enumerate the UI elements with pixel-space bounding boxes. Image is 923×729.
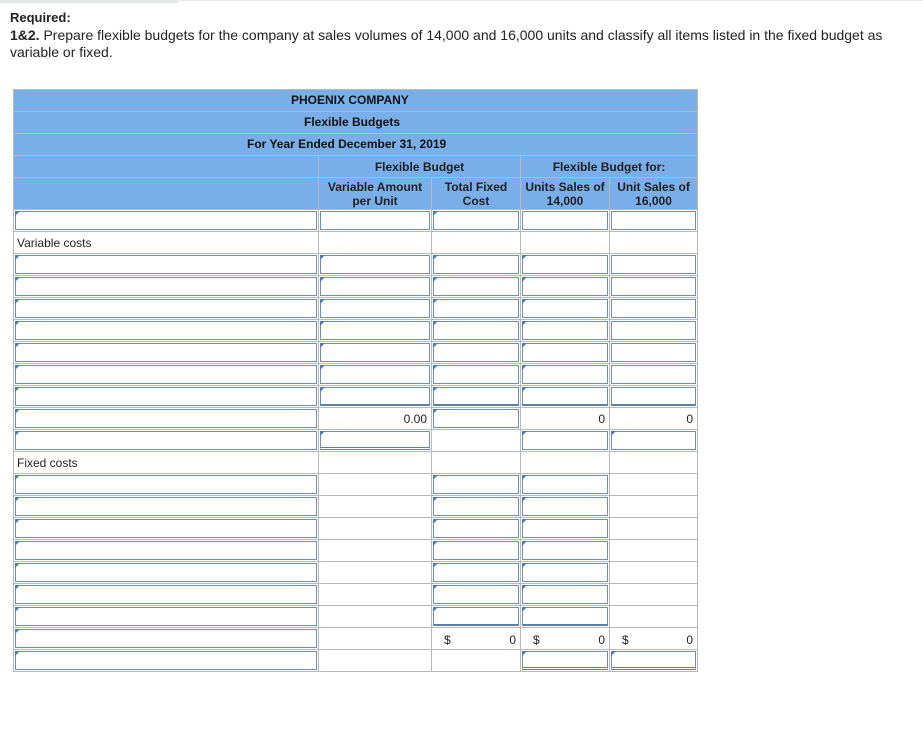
dropdown-marker-icon bbox=[15, 629, 20, 634]
row-label-select[interactable] bbox=[15, 211, 317, 230]
units-14000-input[interactable] bbox=[522, 255, 608, 274]
fixed-total-16000-cell bbox=[610, 628, 698, 650]
dropdown-marker-icon bbox=[522, 387, 527, 392]
col-units-14000: Units Sales of 14,000 bbox=[521, 178, 610, 210]
company-name-row bbox=[14, 90, 698, 112]
variable-per-unit-input[interactable] bbox=[320, 277, 430, 296]
units-14000-input[interactable] bbox=[522, 475, 608, 494]
total-label-select[interactable] bbox=[15, 629, 317, 648]
variable-total-per-unit: 0.00 bbox=[319, 408, 432, 430]
dropdown-marker-icon bbox=[320, 321, 325, 326]
dropdown-marker-icon bbox=[15, 563, 20, 568]
dropdown-marker-icon bbox=[522, 343, 527, 348]
dropdown-marker-icon bbox=[522, 365, 527, 370]
units-14000-input[interactable] bbox=[522, 365, 608, 384]
units-14000-input[interactable] bbox=[522, 563, 608, 582]
dropdown-marker-icon bbox=[522, 563, 527, 568]
fixed-total-fixed-cell bbox=[432, 628, 521, 650]
variable-cost-row bbox=[14, 364, 698, 386]
dropdown-marker-icon bbox=[433, 409, 438, 414]
variable-per-unit-input[interactable] bbox=[320, 299, 430, 318]
required-heading: Required: bbox=[10, 10, 71, 25]
col-total-fixed: Total Fixed Cost bbox=[432, 178, 521, 210]
fixed-cost-input[interactable] bbox=[433, 255, 519, 274]
dropdown-marker-icon bbox=[522, 277, 527, 282]
fixed-cost-input[interactable] bbox=[433, 585, 519, 604]
dropdown-marker-icon bbox=[433, 321, 438, 326]
fixed-cost-input[interactable] bbox=[433, 475, 519, 494]
variable-cost-row bbox=[14, 276, 698, 298]
dropdown-marker-icon bbox=[320, 255, 325, 260]
dollar-sign: $ bbox=[444, 633, 451, 647]
dropdown-marker-icon bbox=[611, 431, 616, 436]
subtitle-row bbox=[14, 112, 698, 134]
dropdown-marker-icon bbox=[433, 299, 438, 304]
variable-cost-row bbox=[14, 342, 698, 364]
dollar-sign: $ bbox=[622, 633, 629, 647]
row-label-select[interactable] bbox=[15, 651, 317, 670]
units-16000-input[interactable] bbox=[611, 277, 696, 296]
dropdown-marker-icon bbox=[433, 365, 438, 370]
fixed-cost-input[interactable] bbox=[433, 299, 519, 318]
top-tab-accent bbox=[0, 0, 178, 3]
dropdown-marker-icon bbox=[15, 387, 20, 392]
dropdown-marker-icon bbox=[15, 497, 20, 502]
fixed-cost-input[interactable] bbox=[433, 387, 519, 406]
fixed-cost-input[interactable] bbox=[433, 519, 519, 538]
dropdown-marker-icon bbox=[522, 497, 527, 502]
cost-item-select[interactable] bbox=[15, 255, 317, 274]
variable-total-14000: 0 bbox=[521, 408, 610, 430]
amount-input[interactable] bbox=[611, 211, 696, 230]
budget-subtitle: Flexible Budgets bbox=[304, 115, 401, 129]
dropdown-marker-icon bbox=[522, 475, 527, 480]
instructions-text bbox=[10, 27, 915, 61]
dropdown-marker-icon bbox=[15, 321, 20, 326]
fixed-cost-input[interactable] bbox=[433, 321, 519, 340]
amount-input[interactable] bbox=[433, 211, 519, 230]
variable-per-unit-input[interactable] bbox=[320, 321, 430, 340]
fixed-total-fixed: 0 bbox=[509, 633, 516, 647]
dropdown-marker-icon bbox=[15, 651, 20, 656]
units-14000-input[interactable] bbox=[522, 277, 608, 296]
instructions-body: Prepare flexible budgets for the company at sales volumes of 14,000 and 16,000 units and classify all items listed in the fixed budget as variable or fixed. bbox=[10, 27, 883, 60]
fixed-cost-input[interactable] bbox=[433, 607, 519, 626]
group-flexible-budget-for: Flexible Budget for: bbox=[521, 156, 698, 178]
dropdown-marker-icon bbox=[522, 541, 527, 546]
group-flexible-budget: Flexible Budget bbox=[319, 156, 521, 178]
cost-item-select[interactable] bbox=[15, 585, 317, 604]
variable-total-16000: 0 bbox=[610, 408, 698, 430]
dropdown-marker-icon bbox=[320, 343, 325, 348]
variable-per-unit-input[interactable] bbox=[320, 255, 430, 274]
fixed-costs-total-row bbox=[14, 628, 698, 650]
fixed-cost-input[interactable] bbox=[433, 541, 519, 560]
col-variable-amount: Variable Amount per Unit bbox=[319, 178, 432, 210]
amount-input[interactable] bbox=[320, 211, 430, 230]
variable-cost-row bbox=[14, 254, 698, 276]
fixed-total-16000: 0 bbox=[686, 633, 694, 647]
total-label-select[interactable] bbox=[15, 409, 317, 428]
dropdown-marker-icon bbox=[433, 211, 438, 216]
dropdown-marker-icon bbox=[320, 431, 325, 436]
dropdown-marker-icon bbox=[522, 255, 527, 260]
cost-item-select[interactable] bbox=[15, 343, 317, 362]
units-14000-input[interactable] bbox=[522, 585, 608, 604]
dropdown-marker-icon bbox=[611, 651, 616, 656]
units-16000-input[interactable] bbox=[611, 255, 696, 274]
period-row bbox=[14, 134, 698, 156]
dropdown-marker-icon bbox=[433, 277, 438, 282]
fixed-cost-row bbox=[14, 518, 698, 540]
dropdown-marker-icon bbox=[433, 607, 438, 612]
dropdown-marker-icon bbox=[15, 475, 20, 480]
cost-item-select[interactable] bbox=[15, 519, 317, 538]
company-name: PHOENIX COMPANY bbox=[291, 93, 409, 107]
units-16000-input[interactable] bbox=[611, 365, 696, 384]
fixed-total-14000: 0 bbox=[598, 633, 605, 647]
amount-input[interactable] bbox=[611, 651, 696, 670]
fixed-total-14000-cell bbox=[521, 628, 610, 650]
budget-period: For Year Ended December 31, 2019 bbox=[247, 137, 447, 151]
units-14000-input[interactable] bbox=[522, 321, 608, 340]
units-14000-input[interactable] bbox=[522, 519, 608, 538]
variable-per-unit-input[interactable] bbox=[320, 343, 430, 362]
row-label-select[interactable] bbox=[15, 431, 317, 450]
dropdown-marker-icon bbox=[433, 343, 438, 348]
flexible-budget-table bbox=[13, 89, 698, 672]
dropdown-marker-icon bbox=[15, 211, 20, 216]
fixed-cost-row bbox=[14, 540, 698, 562]
dropdown-marker-icon bbox=[15, 365, 20, 370]
units-14000-input[interactable] bbox=[522, 607, 608, 626]
units-16000-input[interactable] bbox=[611, 387, 696, 406]
cost-item-select[interactable] bbox=[15, 475, 317, 494]
part-label: 1&2. bbox=[10, 27, 40, 43]
amount-input[interactable] bbox=[320, 431, 430, 450]
dropdown-marker-icon bbox=[522, 299, 527, 304]
dropdown-marker-icon bbox=[15, 255, 20, 260]
dropdown-marker-icon bbox=[15, 299, 20, 304]
fixed-cost-input[interactable] bbox=[433, 409, 519, 428]
fixed-cost-row bbox=[14, 562, 698, 584]
dropdown-marker-icon bbox=[522, 321, 527, 326]
amount-input[interactable] bbox=[522, 431, 608, 450]
variable-costs-label: Variable costs bbox=[14, 232, 319, 254]
dropdown-marker-icon bbox=[433, 255, 438, 260]
cost-item-select[interactable] bbox=[15, 321, 317, 340]
amount-input[interactable] bbox=[522, 211, 608, 230]
dropdown-marker-icon bbox=[522, 585, 527, 590]
units-16000-input[interactable] bbox=[611, 321, 696, 340]
variable-per-unit-input[interactable] bbox=[320, 365, 430, 384]
cost-item-select[interactable] bbox=[15, 541, 317, 560]
cost-item-select[interactable] bbox=[15, 387, 317, 406]
dropdown-marker-icon bbox=[320, 365, 325, 370]
variable-costs-total-row bbox=[14, 408, 698, 430]
subtotal-row bbox=[14, 430, 698, 452]
cost-item-select[interactable] bbox=[15, 563, 317, 582]
dropdown-marker-icon bbox=[433, 387, 438, 392]
units-16000-input[interactable] bbox=[611, 299, 696, 318]
dropdown-marker-icon bbox=[15, 541, 20, 546]
cost-item-select[interactable] bbox=[15, 607, 317, 626]
fixed-cost-input[interactable] bbox=[433, 497, 519, 516]
variable-cost-row bbox=[14, 320, 698, 342]
net-income-row bbox=[14, 650, 698, 672]
units-16000-input[interactable] bbox=[611, 343, 696, 362]
blank-input-row bbox=[14, 210, 698, 232]
units-14000-input[interactable] bbox=[522, 299, 608, 318]
dropdown-marker-icon bbox=[522, 519, 527, 524]
fixed-cost-row bbox=[14, 606, 698, 628]
dropdown-marker-icon bbox=[433, 497, 438, 502]
fixed-cost-input[interactable] bbox=[433, 343, 519, 362]
fixed-cost-input[interactable] bbox=[433, 563, 519, 582]
fixed-cost-input[interactable] bbox=[433, 365, 519, 384]
cost-item-select[interactable] bbox=[15, 299, 317, 318]
dropdown-marker-icon bbox=[320, 277, 325, 282]
cost-item-select[interactable] bbox=[15, 277, 317, 296]
dropdown-marker-icon bbox=[522, 607, 527, 612]
variable-cost-row bbox=[14, 386, 698, 408]
dropdown-marker-icon bbox=[433, 541, 438, 546]
units-14000-input[interactable] bbox=[522, 343, 608, 362]
dropdown-marker-icon bbox=[15, 607, 20, 612]
fixed-cost-row bbox=[14, 584, 698, 606]
variable-per-unit-input[interactable] bbox=[320, 387, 430, 406]
fixed-costs-label: Fixed costs bbox=[14, 452, 319, 474]
units-14000-input[interactable] bbox=[522, 541, 608, 560]
variable-cost-row bbox=[14, 298, 698, 320]
dropdown-marker-icon bbox=[15, 585, 20, 590]
dropdown-marker-icon bbox=[522, 651, 527, 656]
col-units-16000: Unit Sales of 16,000 bbox=[610, 178, 698, 210]
dropdown-marker-icon bbox=[15, 519, 20, 524]
fixed-cost-input[interactable] bbox=[433, 277, 519, 296]
dropdown-marker-icon bbox=[433, 563, 438, 568]
dropdown-marker-icon bbox=[15, 431, 20, 436]
dropdown-marker-icon bbox=[433, 585, 438, 590]
dropdown-marker-icon bbox=[15, 277, 20, 282]
dropdown-marker-icon bbox=[15, 343, 20, 348]
cost-item-select[interactable] bbox=[15, 365, 317, 384]
dropdown-marker-icon bbox=[320, 299, 325, 304]
cost-item-select[interactable] bbox=[15, 497, 317, 516]
dropdown-marker-icon bbox=[15, 409, 20, 414]
amount-input[interactable] bbox=[611, 431, 696, 450]
units-14000-input[interactable] bbox=[522, 387, 608, 406]
fixed-cost-row bbox=[14, 496, 698, 518]
fixed-cost-row bbox=[14, 474, 698, 496]
units-14000-input[interactable] bbox=[522, 497, 608, 516]
dropdown-marker-icon bbox=[320, 387, 325, 392]
dollar-sign: $ bbox=[533, 633, 540, 647]
dropdown-marker-icon bbox=[433, 519, 438, 524]
amount-input[interactable] bbox=[522, 651, 608, 670]
dropdown-marker-icon bbox=[433, 475, 438, 480]
dropdown-marker-icon bbox=[522, 431, 527, 436]
